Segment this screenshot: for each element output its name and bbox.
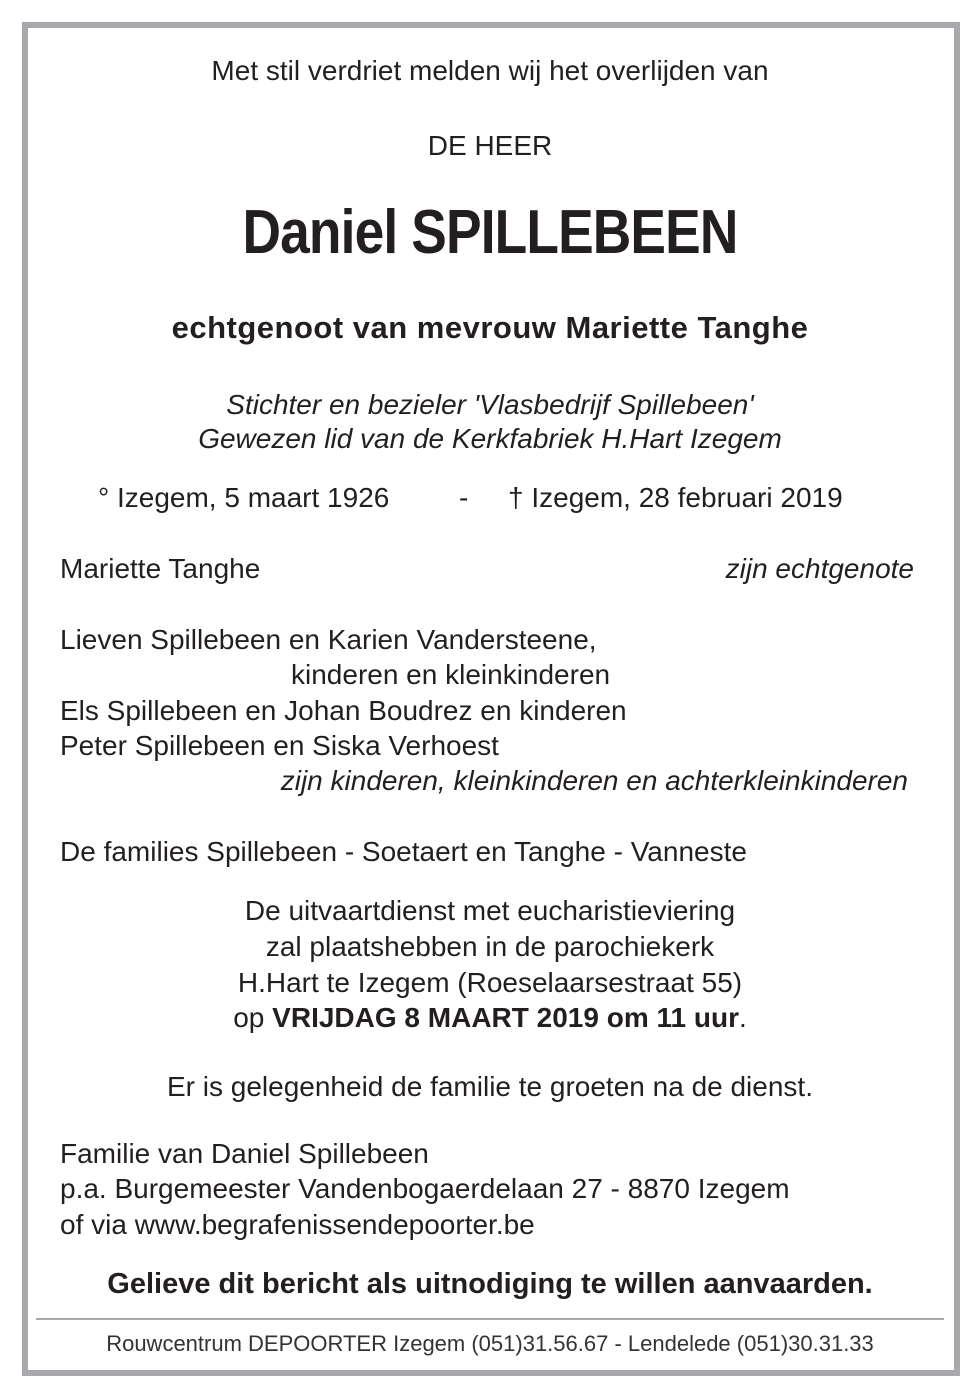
service-line: zal plaatshebben in de parochiekerk bbox=[265, 931, 715, 962]
child-line: kinderen en kleinkinderen bbox=[291, 659, 611, 690]
role-founder: Stichter en bezieler 'Vlasbedrijf Spillebeen' bbox=[226, 389, 754, 420]
child-line: Lieven Spillebeen en Karien Vandersteene, bbox=[60, 624, 597, 655]
mourner-spouse-role: zijn echtgenote bbox=[725, 553, 914, 584]
children-role: zijn kinderen, kleinkinderen en achterkleinkinderen bbox=[280, 765, 908, 796]
salutation: DE HEER bbox=[427, 130, 553, 161]
deceased-name: Daniel SPILLEBEEN bbox=[242, 198, 738, 267]
child-line: Peter Spillebeen en Siska Verhoest bbox=[60, 730, 499, 761]
intro-line: Met stil verdriet melden wij het overlijden van bbox=[211, 55, 769, 86]
contact-family: Familie van Daniel Spillebeen bbox=[60, 1138, 429, 1169]
spouse-line: echtgenoot van mevrouw Mariette Tanghe bbox=[171, 310, 809, 345]
child-line: Els Spillebeen en Johan Boudrez en kinderen bbox=[60, 695, 627, 726]
invitation-line: Gelieve dit bericht als uitnodiging te willen aanvaarden. bbox=[107, 1268, 873, 1300]
footer-funeral-home: Rouwcentrum DEPOORTER Izegem (051)31.56.67 - Lendelede (051)30.31.33 bbox=[106, 1331, 874, 1356]
service-line: De uitvaartdienst met eucharistieviering bbox=[244, 895, 736, 926]
death-info: † Izegem, 28 februari 2019 bbox=[508, 482, 843, 513]
service-date-suffix: . bbox=[738, 1002, 747, 1033]
service-date-prefix: op bbox=[233, 1002, 273, 1033]
service-line: H.Hart te Izegem (Roeselaarsestraat 55) bbox=[237, 967, 743, 998]
condolence-line: Er is gelegenheid de familie te groeten na de dienst. bbox=[167, 1071, 813, 1102]
contact-address: p.a. Burgemeester Vandenbogaerdelaan 27 - 8870 Izegem bbox=[60, 1173, 790, 1204]
service-date-bold: VRIJDAG 8 MAART 2019 om 11 uur bbox=[272, 1002, 739, 1033]
role-church: Gewezen lid van de Kerkfabriek H.Hart Izegem bbox=[198, 423, 782, 454]
dates-separator: - bbox=[459, 482, 469, 513]
service-date bbox=[0, 1001, 980, 1035]
birth-info: ° Izegem, 5 maart 1926 bbox=[98, 482, 390, 513]
families-line: De families Spillebeen - Soetaert en Tanghe - Vanneste bbox=[60, 836, 747, 867]
mourner-spouse-name: Mariette Tanghe bbox=[60, 553, 261, 584]
footer-divider bbox=[36, 1318, 944, 1320]
contact-website: of via www.begrafenissendepoorter.be bbox=[60, 1209, 535, 1240]
